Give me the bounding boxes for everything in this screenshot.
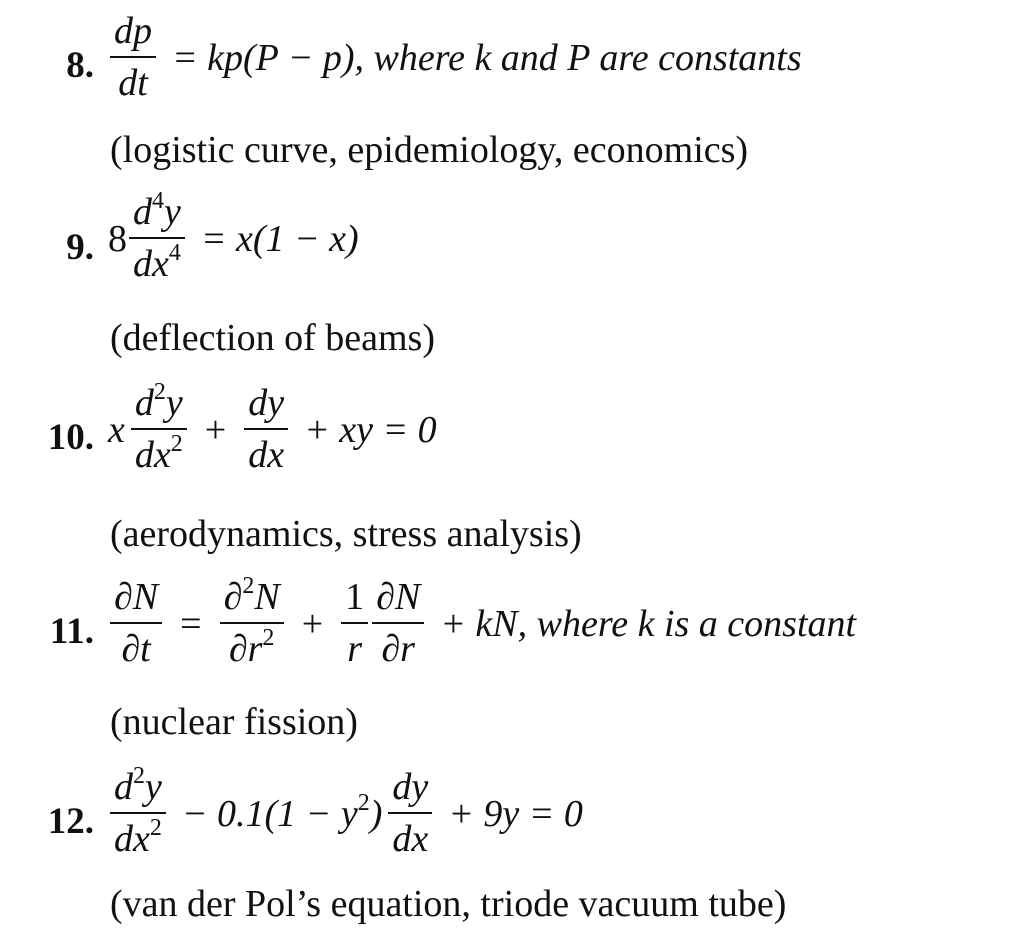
denominator: $dx^2$ <box>114 814 162 860</box>
coefficient: x <box>108 408 125 451</box>
fraction <box>110 12 156 104</box>
equation <box>104 573 857 670</box>
fraction <box>110 578 162 670</box>
plus-sign: + <box>301 602 324 645</box>
equation-rhs: + xy = 0 <box>304 408 437 451</box>
equation-caption: (nuclear fission) <box>110 701 358 743</box>
denominator: ∂r <box>381 627 415 670</box>
denominator: $dx^4$ <box>133 239 181 285</box>
item-number: 12. <box>47 801 94 842</box>
denominator: $\partial r^2$ <box>228 624 275 670</box>
equation-rhs: + kN, where k is a constant <box>440 602 857 645</box>
numerator: ∂$^2$N <box>223 573 280 618</box>
equation <box>104 12 802 104</box>
fraction <box>220 573 284 670</box>
denominator: ∂t <box>121 627 151 670</box>
numerator: ∂N <box>114 576 159 618</box>
numerator: dy <box>392 766 429 808</box>
fraction-bar <box>372 622 424 624</box>
equation-caption: (deflection of beams) <box>110 317 435 359</box>
item-number: 10. <box>47 417 94 458</box>
numerator: $d^4y$ <box>133 188 181 233</box>
fraction <box>244 384 288 476</box>
fraction <box>372 578 424 670</box>
equation-rhs: = kp(P − p), where k and P are constants <box>172 36 802 79</box>
item-number: 9. <box>66 227 94 268</box>
equation-caption: (logistic curve, epidemiology, economics) <box>110 129 749 171</box>
plus-sign: + <box>204 408 227 451</box>
fraction-bar <box>244 428 288 430</box>
coefficient: 8 <box>108 217 127 260</box>
fraction <box>388 768 432 860</box>
numerator: $d^2y$ <box>134 379 183 424</box>
fraction-bar <box>110 812 166 814</box>
fraction-bar <box>341 622 368 624</box>
equation-caption: (aerodynamics, stress analysis) <box>110 513 582 555</box>
equation-rhs: = x(1 − x) <box>200 217 359 260</box>
denominator: r <box>347 627 363 670</box>
equals-sign: = <box>180 602 202 645</box>
numerator: 1 <box>345 576 365 618</box>
fraction-bar <box>129 237 185 239</box>
equation-caption: (van der Pol’s equation, triode vacuum tube) <box>110 883 787 925</box>
denominator: dx <box>248 433 285 476</box>
numerator: dp <box>114 10 152 52</box>
denominator: dx <box>392 817 429 860</box>
fraction-bar <box>131 428 187 430</box>
fraction <box>341 578 368 670</box>
fraction-bar <box>388 812 432 814</box>
fraction <box>110 763 166 860</box>
fraction-bar <box>110 622 162 624</box>
equation <box>108 379 437 476</box>
fraction-bar <box>110 56 156 58</box>
numerator: ∂N <box>376 576 421 618</box>
equation-rhs: + 9y = 0 <box>448 792 583 835</box>
item-number: 8. <box>66 45 94 86</box>
equation-middle: − $0.1(1 - y^2)$ <box>181 789 383 835</box>
numerator: dy <box>248 382 285 424</box>
fraction <box>129 188 185 285</box>
equation <box>108 188 359 285</box>
fraction <box>131 379 187 476</box>
fraction-bar <box>220 622 284 624</box>
denominator: $dx^2$ <box>134 430 183 476</box>
numerator: $d^2y$ <box>114 763 162 808</box>
item-number: 11. <box>49 611 94 652</box>
denominator: dt <box>118 61 148 104</box>
equation <box>104 763 583 860</box>
